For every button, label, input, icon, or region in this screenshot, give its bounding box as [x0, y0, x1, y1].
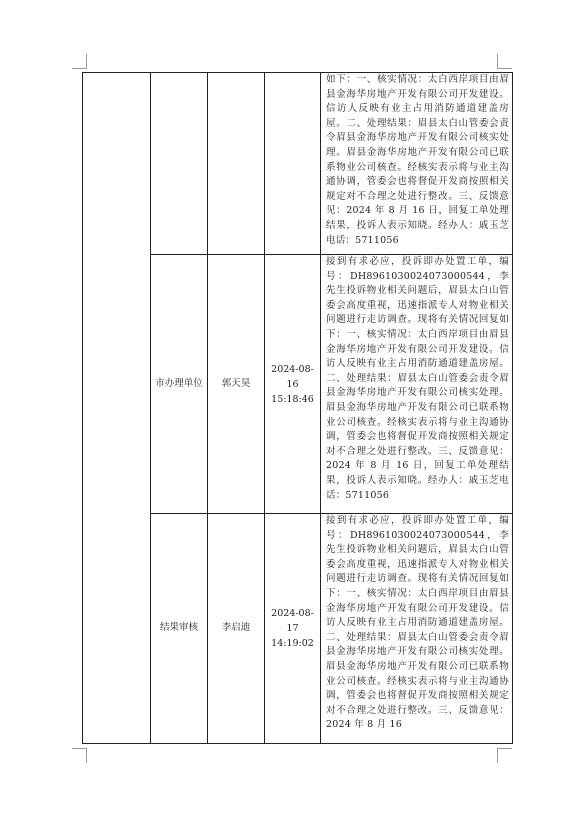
merged-left-cell [83, 73, 151, 744]
time-cell [265, 73, 321, 255]
crop-mark-top-left [72, 54, 87, 69]
unit-cell: 市办理单位 [151, 255, 208, 514]
crop-mark-top-right [497, 54, 512, 69]
crop-mark-bottom-right [497, 748, 512, 763]
person-cell: 李启迪 [208, 514, 265, 744]
person-cell [208, 73, 265, 255]
time-cell: 2024-08- 16 15:18:46 [265, 255, 321, 514]
person-cell: 郭天昊 [208, 255, 265, 514]
crop-mark-bottom-left [72, 748, 87, 763]
content-cell: 如下：一、核实情况：太白西岸项目由眉县金海华房地产开发有限公司开发建设。信访人反映有业主占用消防通道建盖房屋。二、处理结果：眉县太白山管委会责令眉县金海华房地产开发有限公司核实处理。眉县金海华房地产开发有限公司已联系物业公司核查。经核实表示将与业主沟通协调，管委会也将督促开发商按照相关规定对不合理之处进行整改。三、反馈意见：2024 年 8 月 16 日，回复工单处理结果，投诉人表示知晓。经办人：戚玉芝电话：5711056 [321, 73, 513, 255]
time-cell: 2024-08- 17 14:19:02 [265, 514, 321, 744]
unit-cell: 结果审核 [151, 514, 208, 744]
content-cell: 接到有求必应，投诉即办处置工单，编号：DH896103002407300054​4，李先生投诉物业相关问题后，眉县太白山管委会高度重视，迅速指派专人对物业相关问题进行走访调查。现将有关情况回复如下：一、核实情况：太白西岸项目由眉县金海华房地产开发有限公司开发建设。信访人反映有业主占用消防通道建盖房屋。二、处理结果：眉县太白山管委会责令眉县金海华房地产开发有限公司核实处理。眉县金海华房地产开发有限公司已联系物业公司核查。经核实表示将与业主沟通协调，管委会也将督促开发商按照相关规定对不合理之处进行整改。三、反馈意见：2024 年 8 月 16 [321, 514, 513, 744]
table-row [83, 73, 513, 255]
content-cell: 接到有求必应，投诉即办处置工单，编号：DH896103002407300054​4，李先生投诉物业相关问题后，眉县太白山管委会高度重视，迅速指派专人对物业相关问题进行走访调查。现将有关情况回复如下：一、核实情况：太白西岸项目由眉县金海华房地产开发有限公司开发建设。信访人反映有业主占用消防通道建盖房屋。二、处理结果：眉县太白山管委会责令眉县金海华房地产开发有限公司核实处理。眉县金海华房地产开发有限公司已联系物业公司核查。经核实表示将与业主沟通协调，管委会也将督促开发商按照相关规定对不合理之处进行整改。三、反馈意见：2024 年 8 月 16 日，回复工单处理结果，投诉人表示知晓。经办人：戚玉芝电话：5711056 [321, 255, 513, 514]
process-record-table [82, 72, 513, 744]
unit-cell [151, 73, 208, 255]
